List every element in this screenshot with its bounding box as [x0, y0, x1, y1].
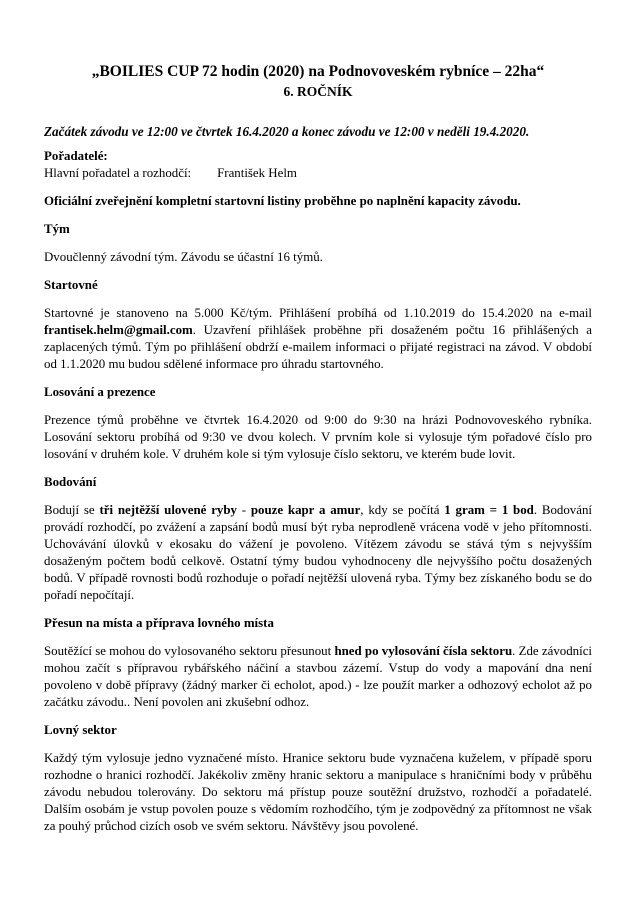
- text-run: Hlavní pořadatel a rozhodčí:: [44, 166, 192, 180]
- text-run: Oficiální zveřejnění kompletní startovní listiny proběhne po naplnění kapacity závodu.: [44, 194, 521, 208]
- text-run: Tým: [44, 222, 70, 236]
- organizer-line: [44, 165, 592, 182]
- text-run: pouze kapr a amur: [250, 503, 361, 517]
- text-run: Prezence týmů proběhne ve čtvrtek 16.4.2020 od 9:00 do 9:30 na hrázi Podnovoveského rybníka. Losování sektoru probíhá od 9:30 ve dvou kolech. V prvním kole si vylosuje tým pořadové číslo pro losování v druhém kole. V druhém kole si tým vylosuje číslo sektoru, ve kterém bude lovit.: [44, 413, 592, 461]
- text-run: Bodují se: [44, 503, 100, 517]
- text-run: . Bodování provádí rozhodčí, po zvážení a zapsání bodů musí být ryba neprodleně vrácena vodě v jeho přítomnosti. Uchovávání úlovků v ekosaku do vážení je povoleno. Vítězem závodu se stává tým s nejvyšším dosaženým počtem bodů celkově. Ostatní týmy budou vyhodnoceny dle nejvyššího počtu dosažených bodů. V případě rovnosti bodů rozhoduje o pořadí nejtěžší ulovená ryba. Týmy bez získaného bodu se do pořadí nepočítají.: [44, 503, 592, 602]
- document-title: „BOILIES CUP 72 hodin (2020) na Podnovoveském rybníce – 22ha“: [91, 63, 545, 80]
- heading-tym: [44, 221, 592, 238]
- text-run: Bodování: [44, 475, 97, 489]
- text-run: tři nejtěžší ulovené ryby: [99, 503, 237, 517]
- event-schedule-line: [44, 123, 592, 140]
- organizers-label: [44, 148, 592, 165]
- para-lovny-sektor: [44, 750, 592, 835]
- heading-presun: [44, 615, 592, 632]
- text-run: Losování a prezence: [44, 385, 156, 399]
- heading-bodovani: [44, 474, 592, 491]
- email-address: frantisek.helm@gmail.com: [44, 323, 193, 337]
- para-bodovani: [44, 502, 592, 604]
- document-blocks: [44, 123, 592, 835]
- text-run: Začátek závodu ve 12:00 ve čtvrtek 16.4.2020 a konec závodu ve 12:00 v neděli 19.4.2020.: [44, 124, 530, 139]
- para-tym: [44, 249, 592, 266]
- organizer-name: František Helm: [217, 166, 297, 180]
- text-run: Lovný sektor: [44, 723, 117, 737]
- text-run: Startovné: [44, 278, 98, 292]
- heading-losovani: [44, 384, 592, 401]
- document-subtitle: 6. ROČNÍK: [283, 84, 353, 99]
- text-run: Pořadatelé:: [44, 149, 108, 163]
- text-run: . Zde závodníci mohou začít s přípravou rybářského náčiní a stavbou zázemí. Vstup do vody a mapování dna není povoleno v době přípravy (žádný marker či echolot, apod.) - lze použít marker a odhozový echolot až po začátku závodu.. Není povolen ani zkušební odhoz.: [44, 644, 593, 709]
- para-startovne: [44, 305, 592, 373]
- startlist-announcement: [44, 193, 592, 210]
- text-run: hned po vylosování čísla sektoru: [334, 644, 513, 658]
- text-run: Přesun na místa a příprava lovného místa: [44, 616, 274, 630]
- text-run: Soutěžící se mohou do vylosovaného sektoru přesunout: [44, 644, 335, 658]
- text-run: Každý tým vylosuje jedno vyznačené místo. Hranice sektoru bude vyznačena kuželem, v případě sporu rozhodne o hranici rozhodčí. Jakékoliv změny hranic sektoru a manipulace s hraničními body v průběhu závodu nebudou tolerovány. Do sektoru má přístup pouze soutěžní družstvo, rozhodčí a pořadatelé. Dalším osobám je vstup povolen pouze s vědomím rozhodčího, tým je zodpovědný za přítomnost ne však za pouhý průchod cizích osob ve svém sektoru. Návštěvy jsou povolené.: [44, 751, 592, 833]
- para-presun: [44, 643, 592, 711]
- text-run: . Uzavření přihlášek proběhne při dosaženém počtu 16 přihlášených a zaplacených týmů. Tým po přihlášení obdrží e-mailem informaci o přijaté registraci na závod. V období od 1.1.2020 mu budou sdělené informace pro úhradu startovného.: [44, 323, 592, 371]
- text-run: Dvoučlenný závodní tým. Závodu se účastní 16 týmů.: [44, 250, 323, 264]
- heading-lovny-sektor: [44, 722, 592, 739]
- text-run: , kdy se počítá: [360, 503, 445, 517]
- heading-startovne: [44, 277, 592, 294]
- para-losovani: [44, 412, 592, 463]
- text-run: -: [236, 503, 251, 517]
- text-run: Startovné je stanoveno na 5.000 Kč/tým. Přihlášení probíhá od 1.10.2019 do 15.4.2020 na e-mail: [44, 306, 592, 320]
- text-run: 1 gram = 1 bod: [444, 503, 534, 517]
